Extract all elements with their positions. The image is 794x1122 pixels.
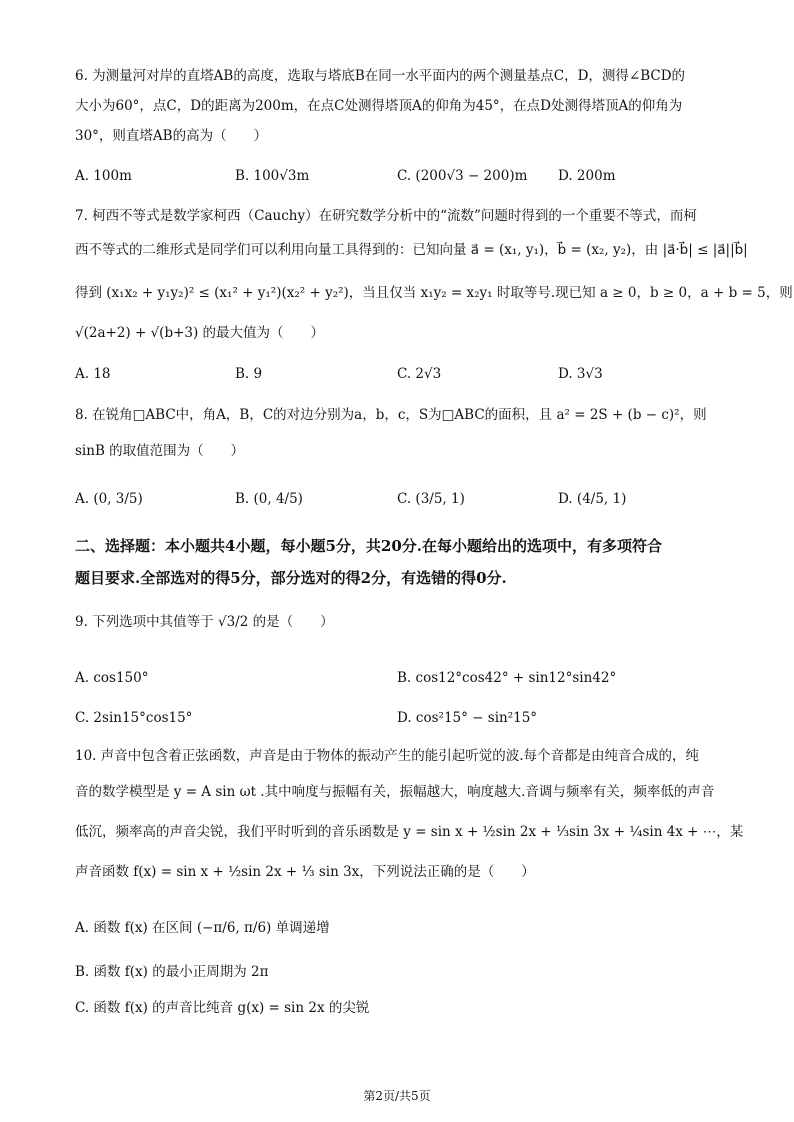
q8-option-c: C. (3/5, 1) bbox=[397, 491, 465, 507]
q9-option-d: D. cos²15° − sin²15° bbox=[397, 710, 538, 726]
q7-option-a: A. 18 bbox=[75, 366, 111, 382]
section-2-heading-line-2: 题目要求.全部选对的得5分，部分选对的得2分，有选错的得0分. bbox=[75, 569, 507, 587]
q9-option-a: A. cos150° bbox=[75, 670, 149, 686]
q8-line-1: 8. 在锐角□ABC中，角A，B，C的对边分别为a，b，c，S为□ABC的面积，且 a² = 2S + (b − c)²，则 bbox=[75, 407, 707, 423]
q6-option-b: B. 100√3m bbox=[235, 168, 310, 184]
q8-option-d: D. (4/5, 1) bbox=[558, 491, 627, 507]
q7-option-d: D. 3√3 bbox=[558, 366, 603, 382]
q8-option-b: B. (0, 4/5) bbox=[235, 491, 303, 507]
q7-line-2: 西不等式的二维形式是同学们可以利用向量工具得到的：已知向量 a⃗ = (x₁, y₁)，b⃗ = (x₂, y₂)，由 |a⃗·b⃗| ≤ |a⃗||b⃗| bbox=[75, 242, 748, 258]
q7-option-c: C. 2√3 bbox=[397, 366, 442, 382]
q9-option-b: B. cos12°cos42° + sin12°sin42° bbox=[397, 670, 617, 686]
q6-option-d: D. 200m bbox=[558, 168, 616, 184]
q9-option-c: C. 2sin15°cos15° bbox=[75, 710, 193, 726]
q10-option-a: A. 函数 f(x) 在区间 (−π/6, π/6) 单调递增 bbox=[75, 920, 330, 936]
q6-line-2: 大小为60°，点C，D的距离为200m，在点C处测得塔顶A的仰角为45°，在点D处测得塔顶A的仰角为 bbox=[75, 98, 683, 114]
q8-option-a: A. (0, 3/5) bbox=[75, 491, 143, 507]
q8-line-2: sinB 的取值范围为（ ） bbox=[75, 443, 245, 459]
q6-line-1: 6. 为测量河对岸的直塔AB的高度，选取与塔底B在同一水平面内的两个测量基点C，D，测得∠BCD的 bbox=[75, 68, 686, 84]
q10-line-2: 音的数学模型是 y = A sin ωt .其中响度与振幅有关，振幅越大，响度越大.音调与频率有关，频率低的声音 bbox=[75, 784, 715, 800]
q10-line-3: 低沉，频率高的声音尖锐，我们平时听到的音乐函数是 y = sin x + ½sin 2x + ⅓sin 3x + ¼sin 4x + ⋯，某 bbox=[75, 824, 744, 840]
q10-option-c: C. 函数 f(x) 的声音比纯音 g(x) = sin 2x 的尖锐 bbox=[75, 1000, 370, 1016]
q6-line-3: 30°，则直塔AB的高为（ ） bbox=[75, 128, 268, 144]
section-2-heading-line-1: 二、选择题：本小题共4小题，每小题5分，共20分.在每小题给出的选项中，有多项符合 bbox=[75, 537, 662, 555]
page-number-footer: 第2页/共5页 bbox=[363, 1089, 431, 1103]
q10-line-1: 10. 声音中包含着正弦函数，声音是由于物体的振动产生的能引起听觉的波.每个音都是由纯音合成的，纯 bbox=[75, 748, 700, 764]
q10-line-4: 声音函数 f(x) = sin x + ½sin 2x + ⅓ sin 3x，下列说法正确的是（ ） bbox=[75, 864, 535, 880]
q9-line-1: 9. 下列选项中其值等于 √3/2 的是（ ） bbox=[75, 614, 334, 630]
q6-option-a: A. 100m bbox=[75, 168, 132, 184]
q7-line-1: 7. 柯西不等式是数学家柯西（Cauchy）在研究数学分析中的“流数”问题时得到的一个重要不等式，而柯 bbox=[75, 208, 697, 224]
q7-line-4: √(2a+2) + √(b+3) 的最大值为（ ） bbox=[75, 325, 325, 341]
q7-line-3: 得到 (x₁x₂ + y₁y₂)² ≤ (x₁² + y₁²)(x₂² + y₂²)，当且仅当 x₁y₂ = x₂y₁ 时取等号.现已知 a ≥ 0，b ≥ 0，a + b = 5，则 bbox=[75, 285, 793, 301]
q7-option-b: B. 9 bbox=[235, 366, 263, 382]
q6-option-c: C. (200√3 − 200)m bbox=[397, 168, 528, 184]
q10-option-b: B. 函数 f(x) 的最小正周期为 2π bbox=[75, 964, 269, 980]
